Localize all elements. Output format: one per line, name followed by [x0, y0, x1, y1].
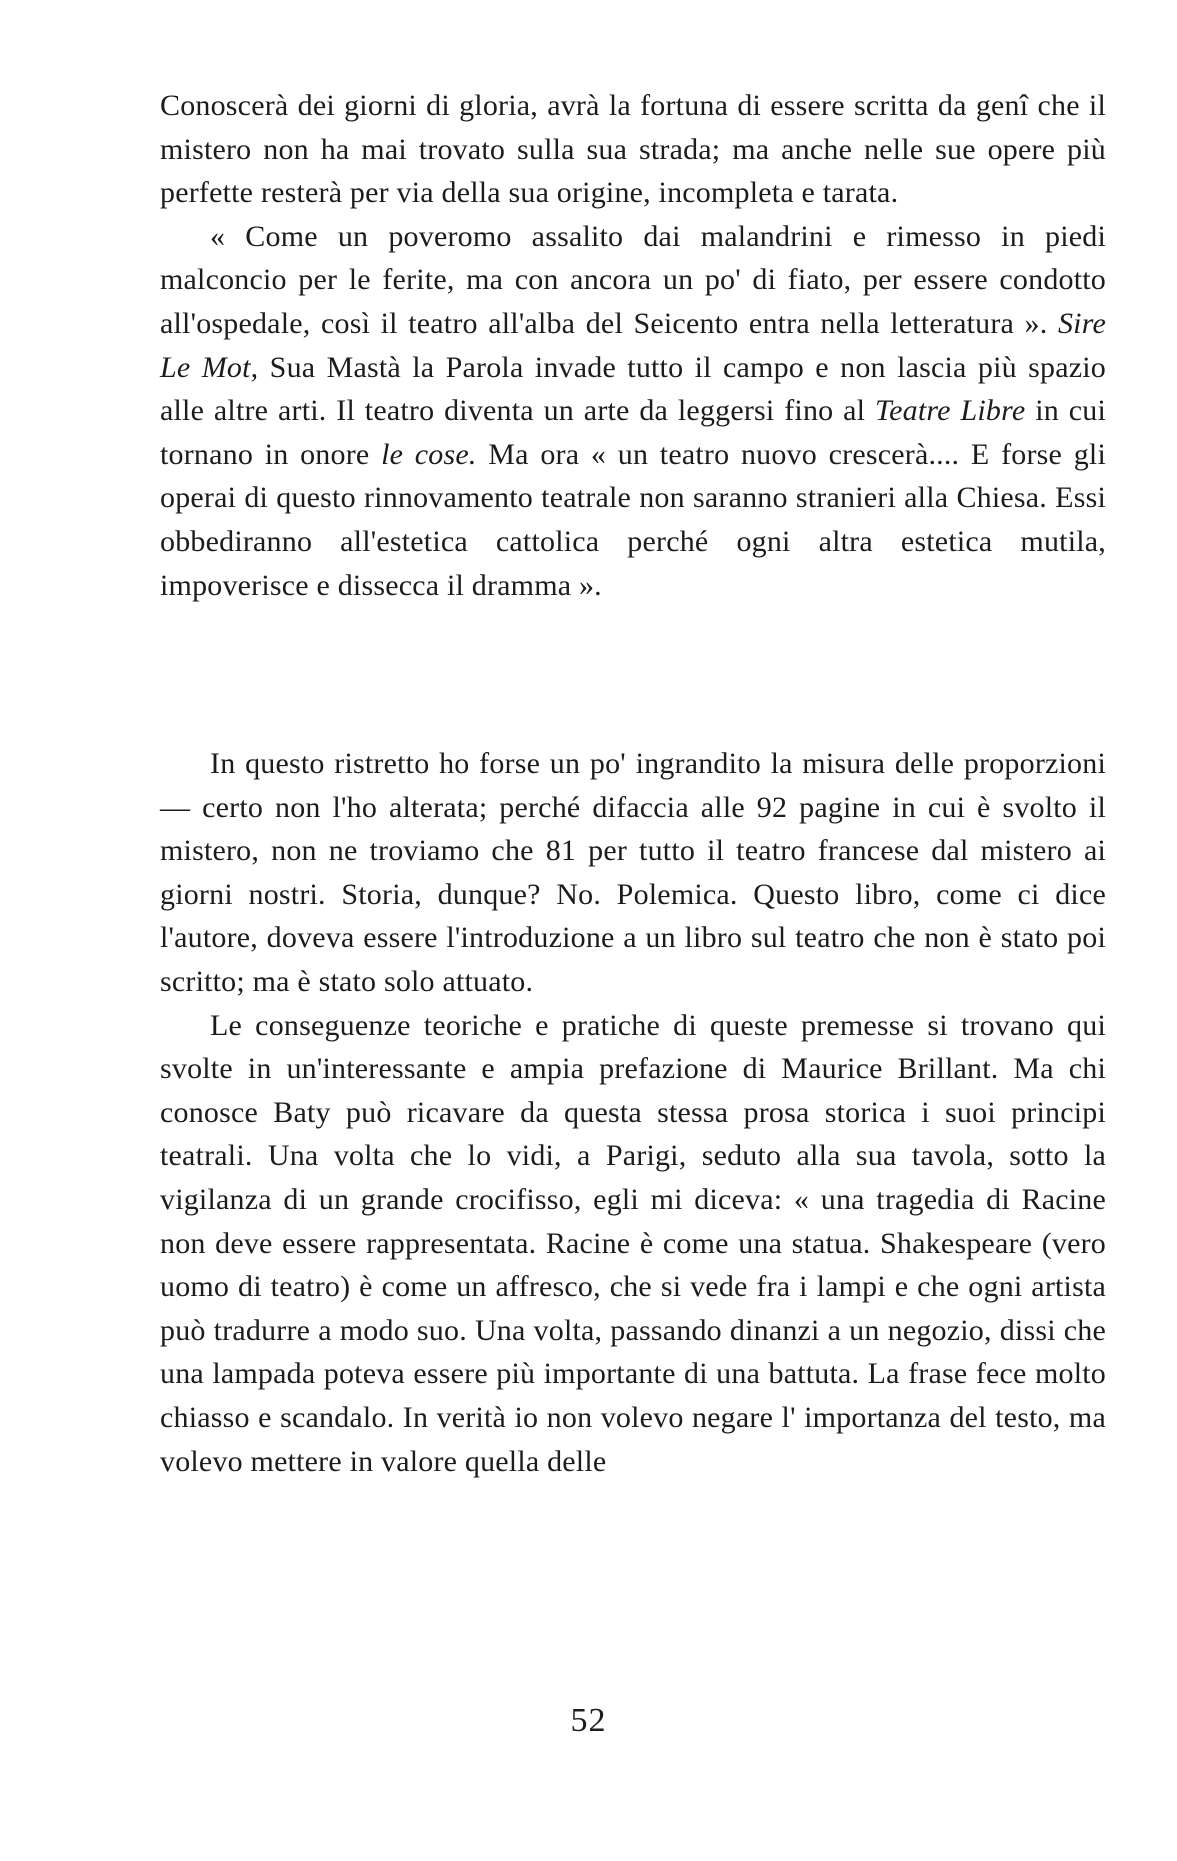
italic-le-cose: le cose. — [381, 437, 477, 471]
paragraph-3 — [160, 742, 1106, 1004]
paragraph-2-text-d: Ma ora « un teatro nuovo crescerà.... E forse gli operai di questo rinnovamento teatrale non saranno stranieri alla Chiesa. Essi obbediranno all'estetica cattolica perché ogni altra estetica mutila, impoverisce e dissecca il dramma ». — [160, 437, 1107, 602]
italic-sire-le-mot: Sire Le Mot, — [160, 306, 1106, 384]
text-section-1 — [160, 84, 1106, 607]
paragraph-4 — [160, 1004, 1106, 1484]
page-number: 52 — [570, 1702, 607, 1739]
italic-teatre-libre: Teatre Libre — [875, 394, 1026, 428]
paragraph-2-text-b: Sua Mastà la Parola invade tutto il campo e non lascia più spazio alle altre arti. Il teatro diventa un arte da leggersi fino al — [160, 350, 1106, 428]
paragraph-1 — [160, 84, 1106, 215]
paragraph-2-text-c: in cui tornano in onore — [160, 394, 1106, 471]
paragraph-1-text: Conoscerà dei giorni di gloria, avrà la fortuna di essere scritta da genî che il mistero non ha mai trovato sulla sua strada; ma anche nelle sue opere più perfette resterà per via della sua origine, incompleta e tarata. — [160, 89, 1106, 210]
paragraph-2 — [160, 215, 1106, 607]
text-section-2 — [160, 742, 1106, 1483]
paragraph-4-text: Le conseguenze teoriche e pratiche di queste premesse si trovano qui svolte in un'interessante e ampia prefazione di Maurice Brillant. Ma chi conosce Baty può ricavare da questa stessa prosa storica i suoi principi teatrali. Una volta che lo vidi, a Parigi, seduto alla sua tavola, sotto la vigilanza di un grande crocifisso, egli mi diceva: « una tragedia di Racine non deve essere rappresentata. Racine è come una statua. Shakespeare (vero uomo di teatro) è come un affresco, che si vede fra i lampi e che ogni artista può tradurre a modo suo. Una volta, passando dinanzi a un negozio, dissi che una lampada poteva essere più importante di una battuta. La frase fece molto chiasso e scandalo. In verità io non volevo negare l' importanza del testo, ma volevo mettere in valore quella delle — [160, 1008, 1106, 1478]
paragraph-2-text-a: « Come un poveromo assalito dai malandrini e rimesso in piedi malconcio per le ferite, ma con ancora un po' di fiato, per essere condotto all'ospedale, così il teatro all'alba del Seicento entra nella letteratura ». — [160, 219, 1106, 340]
paragraph-3-text: In questo ristretto ho forse un po' ingrandito la misura delle proporzioni — certo non l'ho alterata; perché difaccia alle 92 pagine in cui è svolto il mistero, non ne troviamo che 81 per tutto il teatro francese dal mistero ai giorni nostri. Storia, dunque? No. Polemica. Questo libro, come ci dice l'autore, doveva essere l'introduzione a un libro sul teatro che non è stato poi scritto; ma è stato solo attuato. — [160, 747, 1106, 998]
